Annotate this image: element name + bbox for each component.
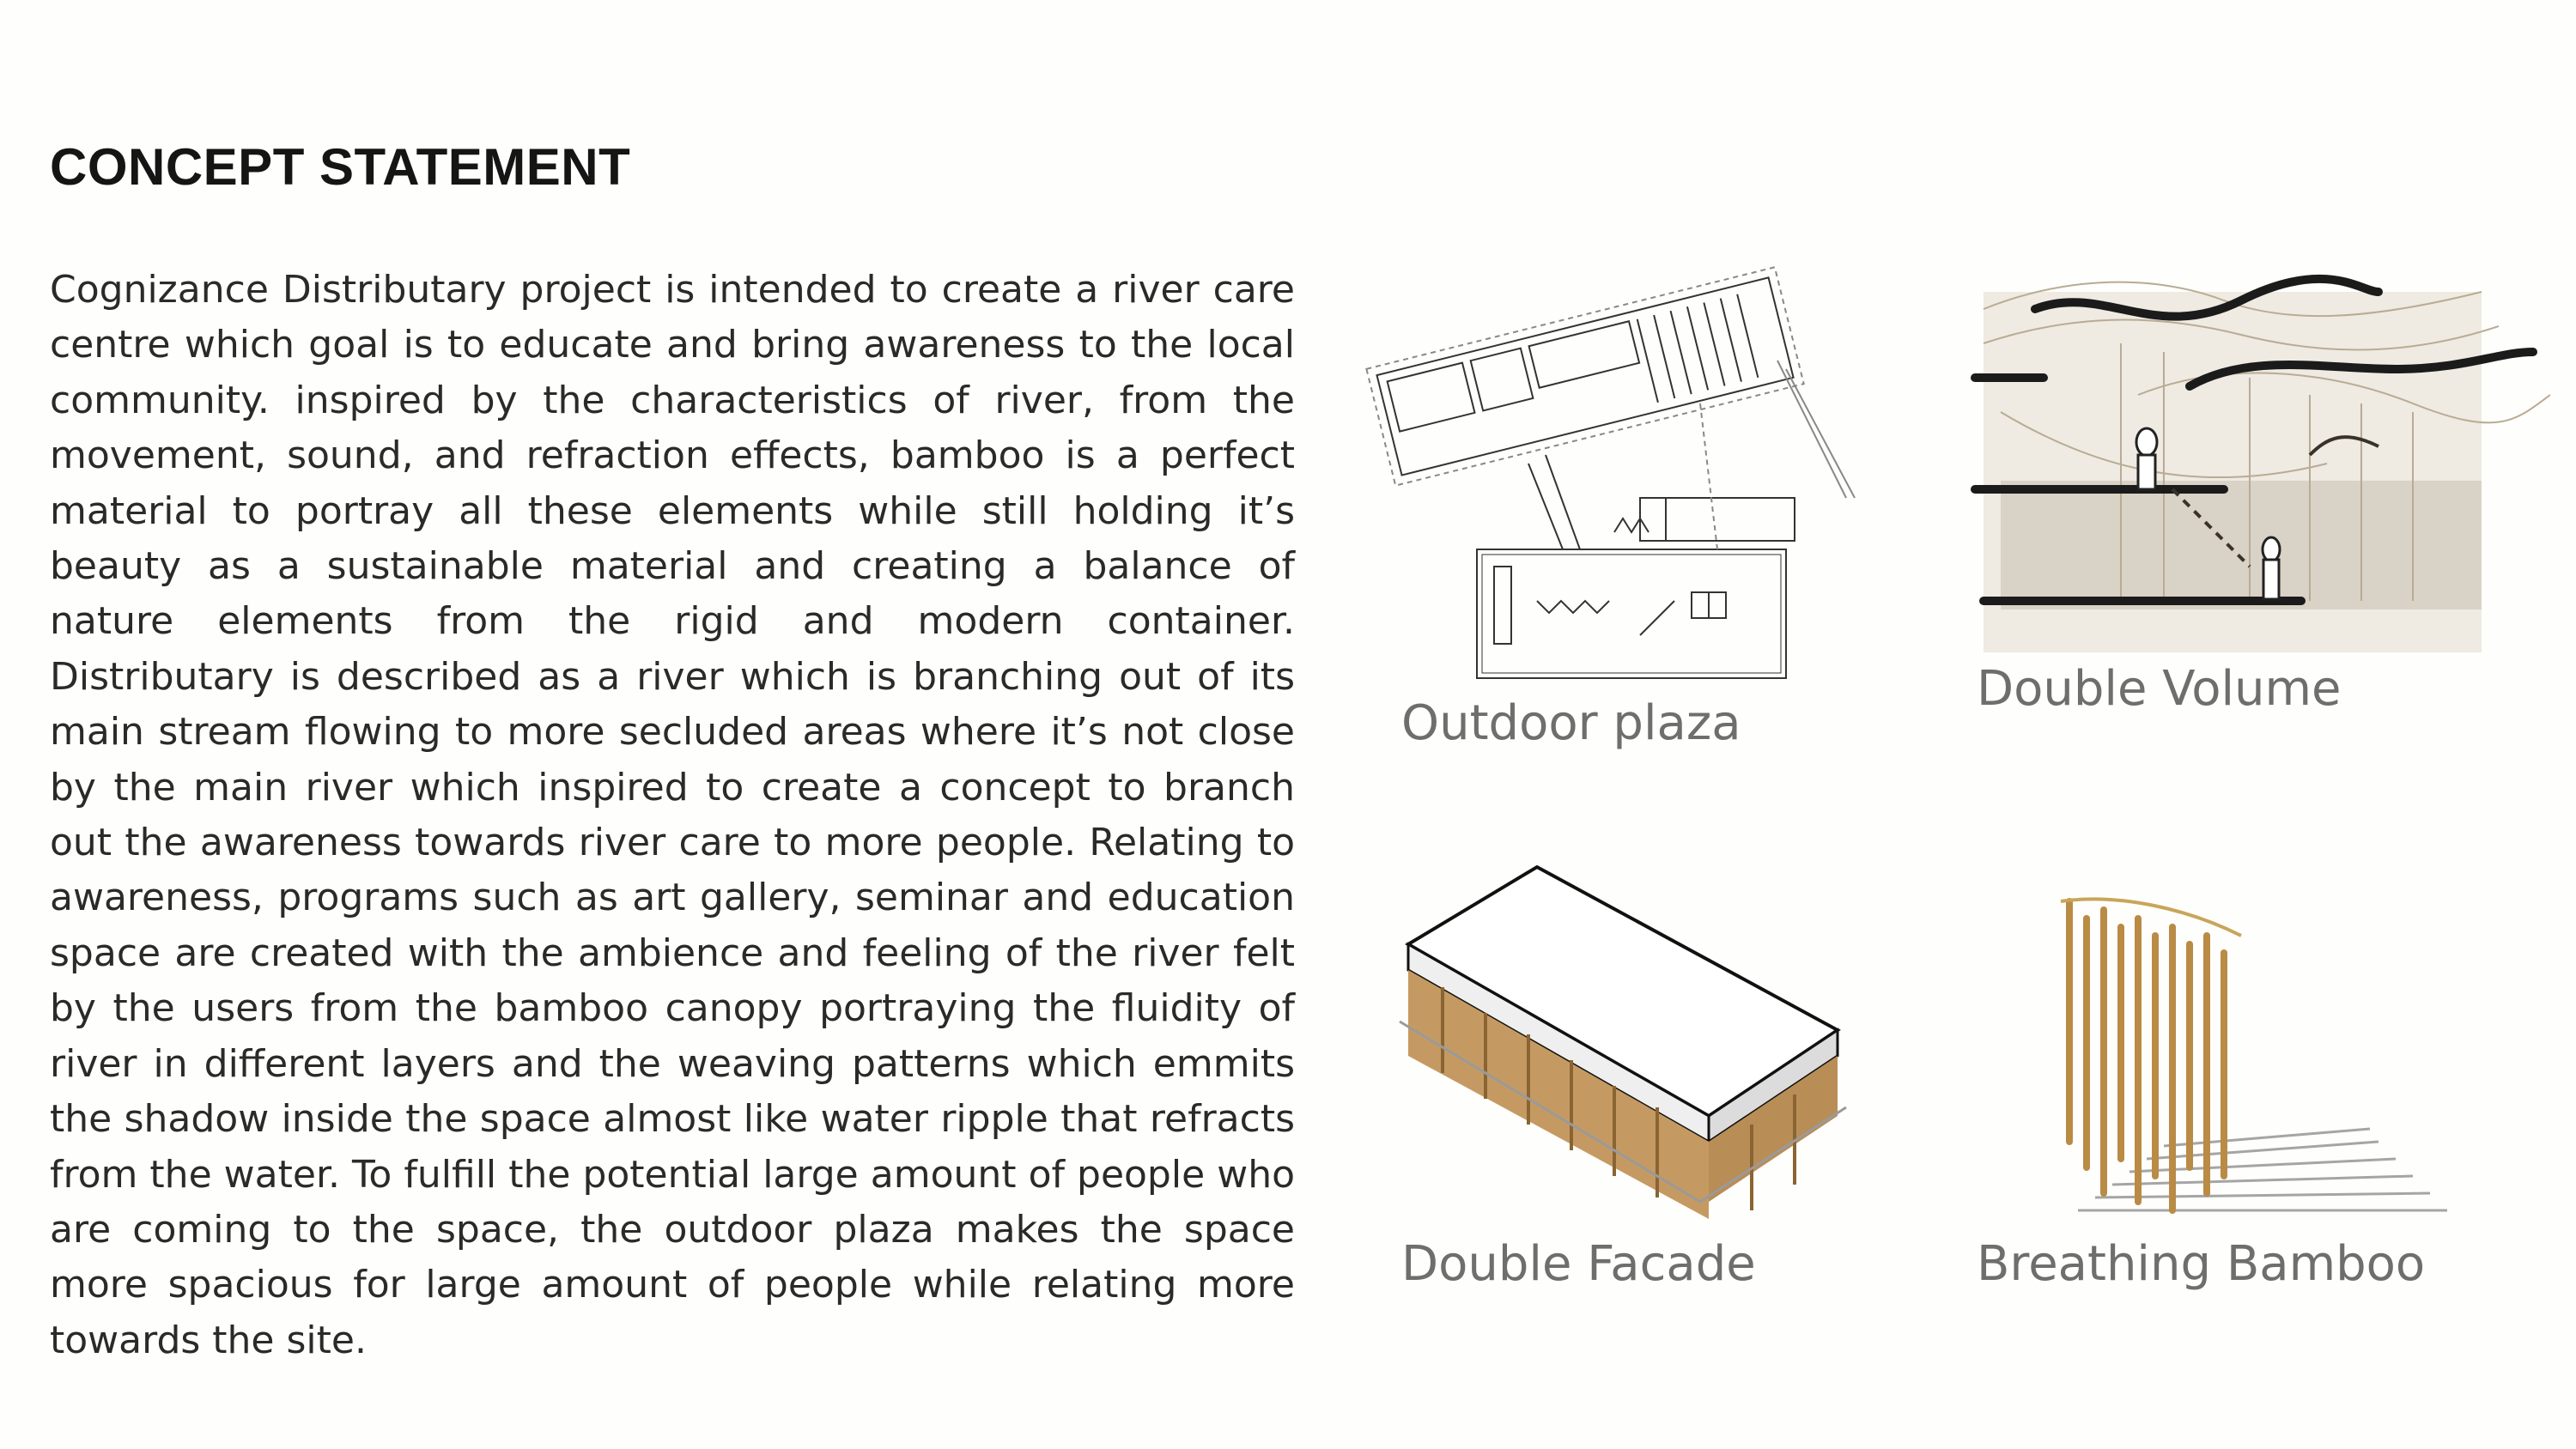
outdoor-plaza-caption: Outdoor plaza <box>1401 695 1741 751</box>
double-volume-figure <box>1966 240 2550 738</box>
double-facade-figure <box>1391 858 1872 1313</box>
double-volume-caption: Double Volume <box>1977 661 2342 717</box>
double-facade-caption: Double Facade <box>1401 1236 1756 1292</box>
floor-plan-drawing <box>1357 240 1872 687</box>
bamboo-drawing <box>1966 884 2516 1245</box>
breathing-bamboo-caption: Breathing Bamboo <box>1977 1236 2426 1292</box>
section-drawing <box>1966 240 2550 687</box>
isometric-drawing <box>1391 858 1872 1228</box>
outdoor-plaza-figure <box>1357 240 1872 751</box>
concept-paragraph: Cognizance Distributary project is intended to create a river care centre which goal is to educate and bring awareness to the local community. inspired by the characteristics of river, from the movement, sound, and refraction effects, bamboo is a perfect material to portray all these elements while still holding it’s beauty as a sustainable material and creating a balance of nature elements from the rigid and modern container. Distributary is described as a river which is branching out of its main stream flowing to more secluded areas where it’s not close by the main river which inspired to create a concept to branch out the awareness towards river care to more people. Relating to awareness, programs such as art gallery, seminar and education space are created with the ambience and feeling of the river felt by the users from the bamboo canopy portraying the fluidity of river in different layers and the weaving patterns which emmits the shadow inside the space almost like water ripple that refracts from the water. To fulfill the potential large amount of people who are coming to the space, the outdoor plaza makes the space more spacious for large amount of people while relating more towards the site. <box>50 268 1295 1362</box>
breathing-bamboo-figure <box>1966 884 2516 1313</box>
page-title: CONCEPT STATEMENT <box>50 138 631 196</box>
